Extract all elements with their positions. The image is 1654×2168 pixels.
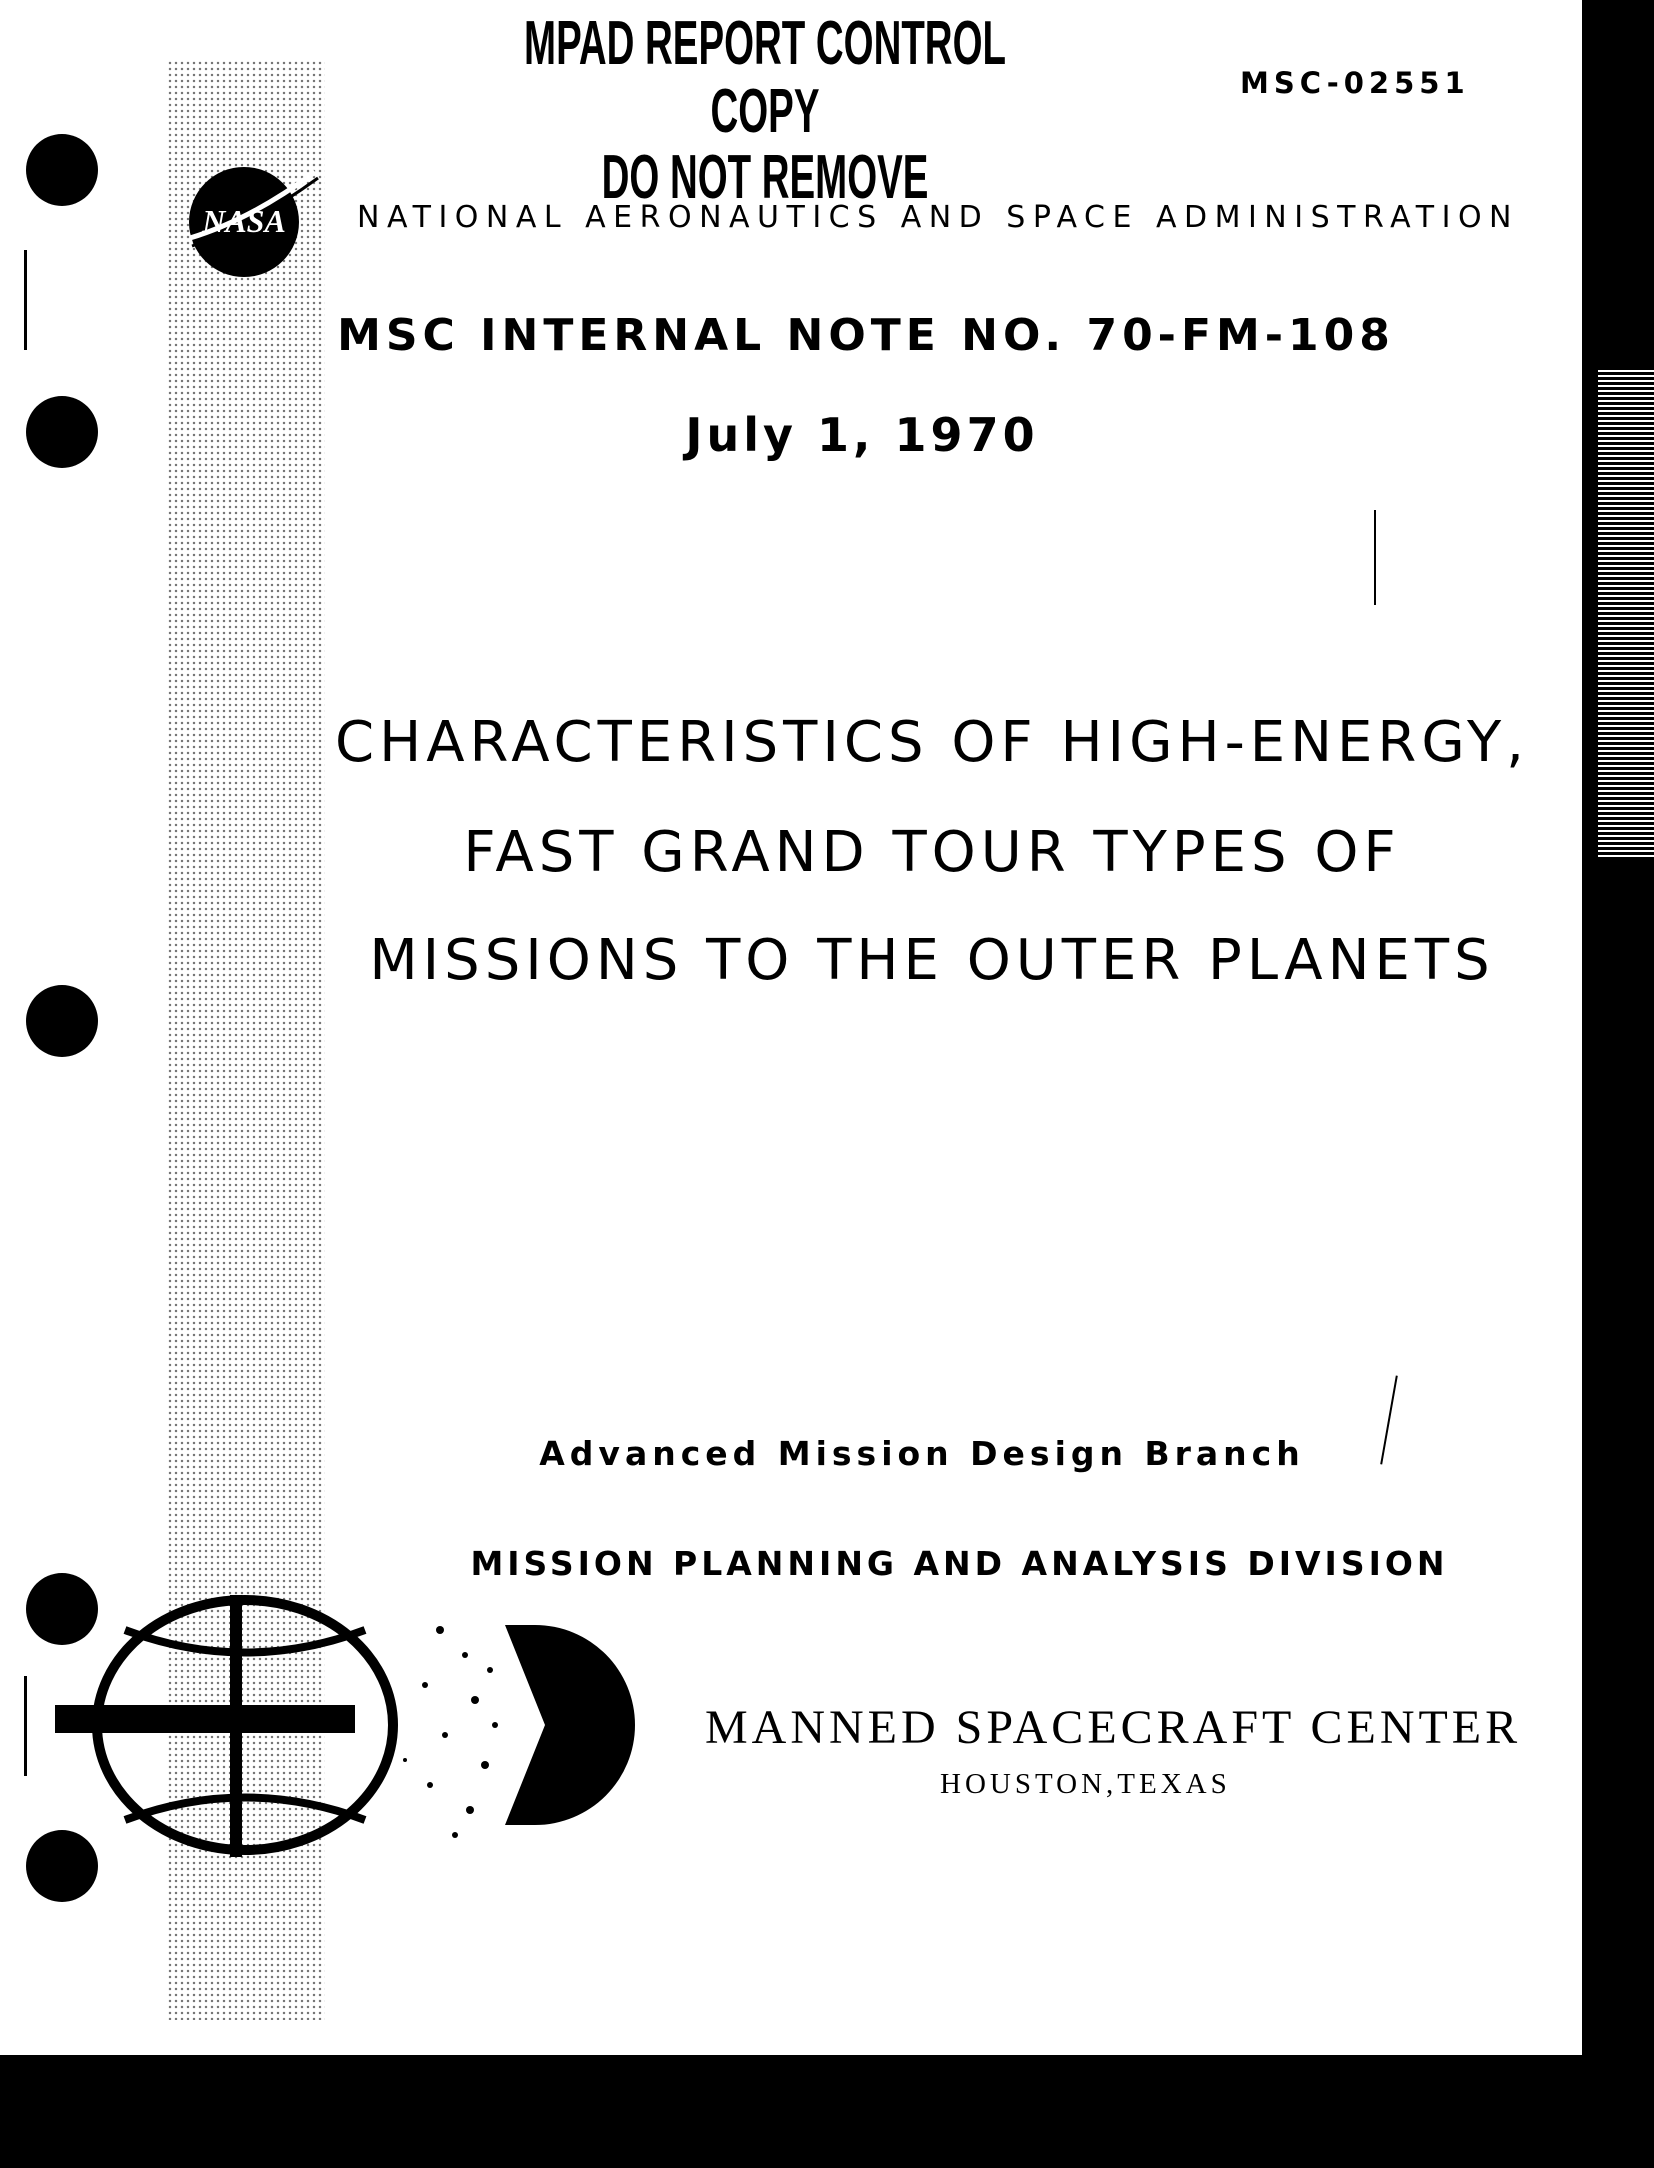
document-date: July 1, 1970	[685, 408, 1039, 462]
scan-mark	[1374, 510, 1376, 605]
title-line3: MISSIONS TO THE OUTER PLANETS	[369, 928, 1495, 993]
nasa-logo-text: NASA	[202, 203, 286, 239]
internal-note-number: MSC INTERNAL NOTE NO. 70-FM-108	[337, 310, 1395, 361]
scan-border-bottom	[0, 2055, 1654, 2168]
msc-emblem	[45, 1575, 645, 1875]
center-location: HOUSTON,TEXAS	[940, 1768, 1231, 1800]
title-line1: CHARACTERISTICS OF HIGH-ENERGY,	[335, 710, 1529, 775]
title-line2: FAST GRAND TOUR TYPES OF	[463, 820, 1401, 885]
document-number: MSC-02551	[1240, 66, 1470, 100]
control-stamp-line2: COPY	[710, 77, 820, 146]
punch-hole	[26, 134, 98, 206]
punch-hole	[26, 985, 98, 1057]
center-name: MANNED SPACECRAFT CENTER	[705, 1701, 1522, 1754]
branch-name: Advanced Mission Design Branch	[539, 1434, 1305, 1473]
control-stamp-line1: MPAD REPORT CONTROL	[524, 9, 1006, 78]
division-name: MISSION PLANNING AND ANALYSIS DIVISION	[470, 1544, 1449, 1583]
control-stamp-line3: DO NOT REMOVE	[601, 143, 929, 212]
agency-name: NATIONAL AERONAUTICS AND SPACE ADMINISTRATION	[357, 200, 1520, 235]
nasa-logo	[180, 160, 325, 280]
scan-mark	[24, 1676, 27, 1776]
